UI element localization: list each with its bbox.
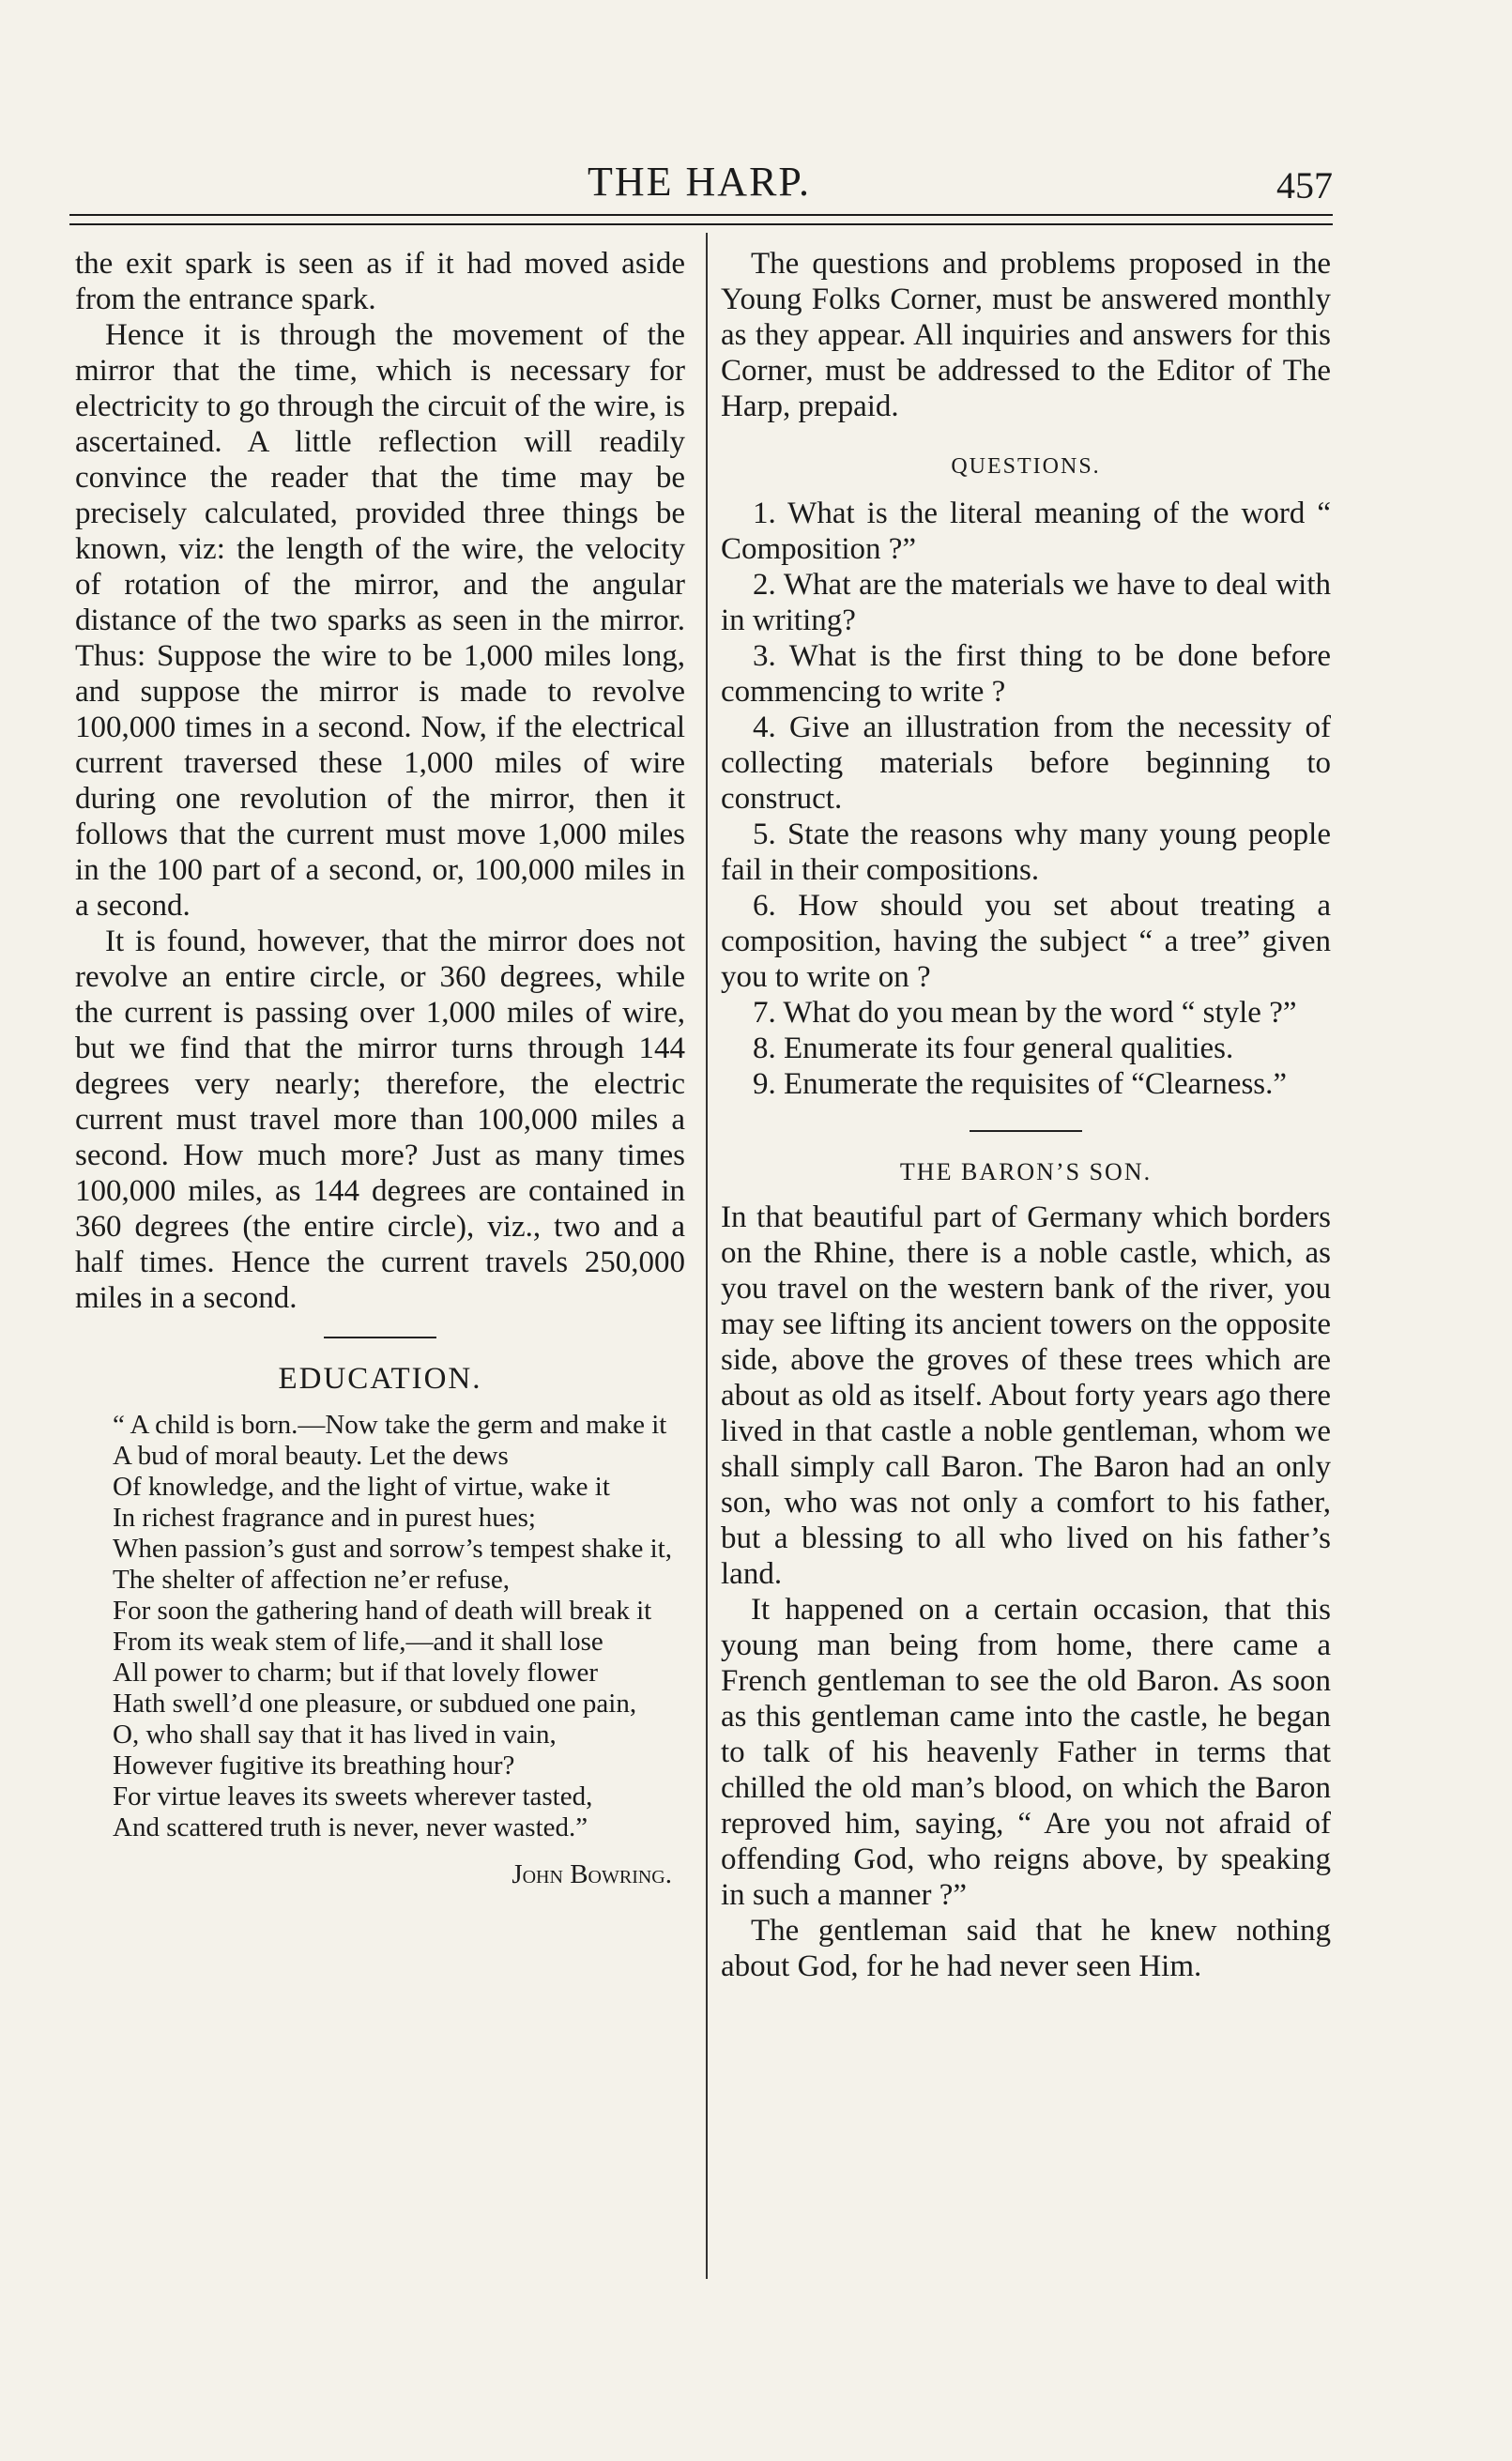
- poem-line: O, who shall say that it has lived in vain,: [113, 1720, 557, 1750]
- paragraph: It is found, however, that the mirror does not revolve an entire circle, or 360 degrees, while the current is passing over 1,000 miles of wire, but we find that the mirror turns through 144 degrees very nearly; therefore, the electric current must travel more than 100,000 miles a second. How much more? Just as many times 100,000 miles, as 144 degrees are contained in 360 degrees (the entire circle), viz., two and a half times. Hence the current travels 250,000 miles in a second.: [75, 925, 685, 1315]
- question-item: 3. What is the first thing to be done before commencing to write ?: [721, 639, 1331, 709]
- story-heading: THE BARON’S SON.: [899, 1158, 1153, 1185]
- poem-line: Of knowledge, and the light of virtue, wake it: [113, 1472, 610, 1502]
- poem-line: For soon the gathering hand of death will break it: [113, 1596, 652, 1626]
- question-item: 4. Give an illustration from the necessity of collecting materials before beginning to construct.: [721, 711, 1331, 816]
- poem-line: Hath swell’d one pleasure, or subdued one pain,: [113, 1689, 637, 1719]
- poem-line: And scattered truth is never, never wasted.”: [113, 1812, 588, 1842]
- right-column: [721, 246, 1331, 1984]
- question-item: 1. What is the literal meaning of the word “ Composition ?”: [721, 497, 1331, 566]
- poem-line: When passion’s gust and sorrow’s tempest shake it,: [113, 1534, 673, 1564]
- questions-heading: QUESTIONS.: [951, 454, 1101, 479]
- section-divider: [324, 1337, 436, 1338]
- column-divider: [706, 233, 708, 2279]
- header-rule-bottom: [69, 223, 1333, 225]
- left-column: [75, 246, 685, 1892]
- paragraph: the exit spark is seen as if it had moved aside from the entrance spark.: [75, 247, 685, 316]
- running-title: THE HARP.: [587, 159, 812, 205]
- question-item: 2. What are the materials we have to deal with in writing?: [721, 568, 1331, 637]
- paragraph: Hence it is through the movement of the mirror that the time, which is necessary for electricity to go through the circuit of the wire, is ascertained. A little reflection will readily convince the reader that the time may be precisely calculated, provided three things be known, viz: the length of the wire, the velocity of rotation of the mirror, and the angular distance of the two sparks as seen in the mirror. Thus: Suppose the wire to be 1,000 miles long, and suppose the mirror is made to revolve 100,000 times in a second. Now, if the electrical current traversed these 1,000 miles of wire during one revolution of the mirror, then it follows that the current must move 1,000 miles in the 100 part of a second, or, 100,000 miles in a second.: [75, 318, 685, 923]
- question-item: 7. What do you mean by the word “ style ?”: [753, 996, 1297, 1030]
- poem-line: The shelter of affection ne’er refuse,: [113, 1565, 510, 1595]
- poem-line: A bud of moral beauty. Let the dews: [113, 1441, 509, 1471]
- page-number: 457: [1276, 164, 1333, 206]
- question-item: 6. How should you set about treating a composition, having the subject “ a tree” given you to write on ?: [721, 889, 1331, 994]
- story-paragraph: The gentleman said that he knew nothing about God, for he had never seen Him.: [721, 1914, 1331, 1983]
- intro-paragraph: The questions and problems proposed in the Young Folks Corner, must be answered monthly as they appear. All inquiries and answers for this Corner, must be addressed to the Editor of The Harp, prepaid.: [721, 247, 1331, 423]
- education-heading: EDUCATION.: [278, 1362, 482, 1396]
- poem-line: From its weak stem of life,—and it shall lose: [113, 1627, 603, 1657]
- poem-author: John Bowring.: [512, 1859, 672, 1889]
- question-item: 5. State the reasons why many young people fail in their compositions.: [721, 818, 1331, 887]
- question-item: 8. Enumerate its four general qualities.: [753, 1032, 1234, 1065]
- education-poem: [75, 1410, 685, 1843]
- poem-line: In richest fragrance and in purest hues;: [113, 1503, 536, 1533]
- poem-line: “ A child is born.—Now take the germ and make it: [113, 1410, 667, 1440]
- story-paragraph: In that beautiful part of Germany which borders on the Rhine, there is a noble castle, which, as you travel on the western bank of the river, you may see lifting its ancient towers on the opposite side, above the groves of these trees which are about as old as itself. About forty years ago there lived in that castle a noble gentleman, whom we shall simply call Baron. The Baron had an only son, who was not only a comfort to his father, but a blessing to all who lived on his father’s land.: [721, 1200, 1331, 1591]
- questions-list: [721, 496, 1331, 1102]
- page-header: [66, 158, 1333, 214]
- poem-line: All power to charm; but if that lovely flower: [113, 1658, 599, 1688]
- header-rule-top: [69, 214, 1333, 216]
- section-divider: [970, 1130, 1082, 1132]
- question-item: 9. Enumerate the requisites of “Clearness.”: [753, 1067, 1288, 1101]
- poem-line: For virtue leaves its sweets wherever tasted,: [113, 1781, 593, 1811]
- story-paragraph: It happened on a certain occasion, that this young man being from home, there came a French gentleman to see the old Baron. As soon as this gentleman came into the castle, he began to talk of his heavenly Father in terms that chilled the old man’s blood, on which the Baron reproved him, saying, “ Are you not afraid of offending God, who reigns above, by speaking in such a manner ?”: [721, 1593, 1331, 1912]
- poem-line: However fugitive its breathing hour?: [113, 1750, 515, 1781]
